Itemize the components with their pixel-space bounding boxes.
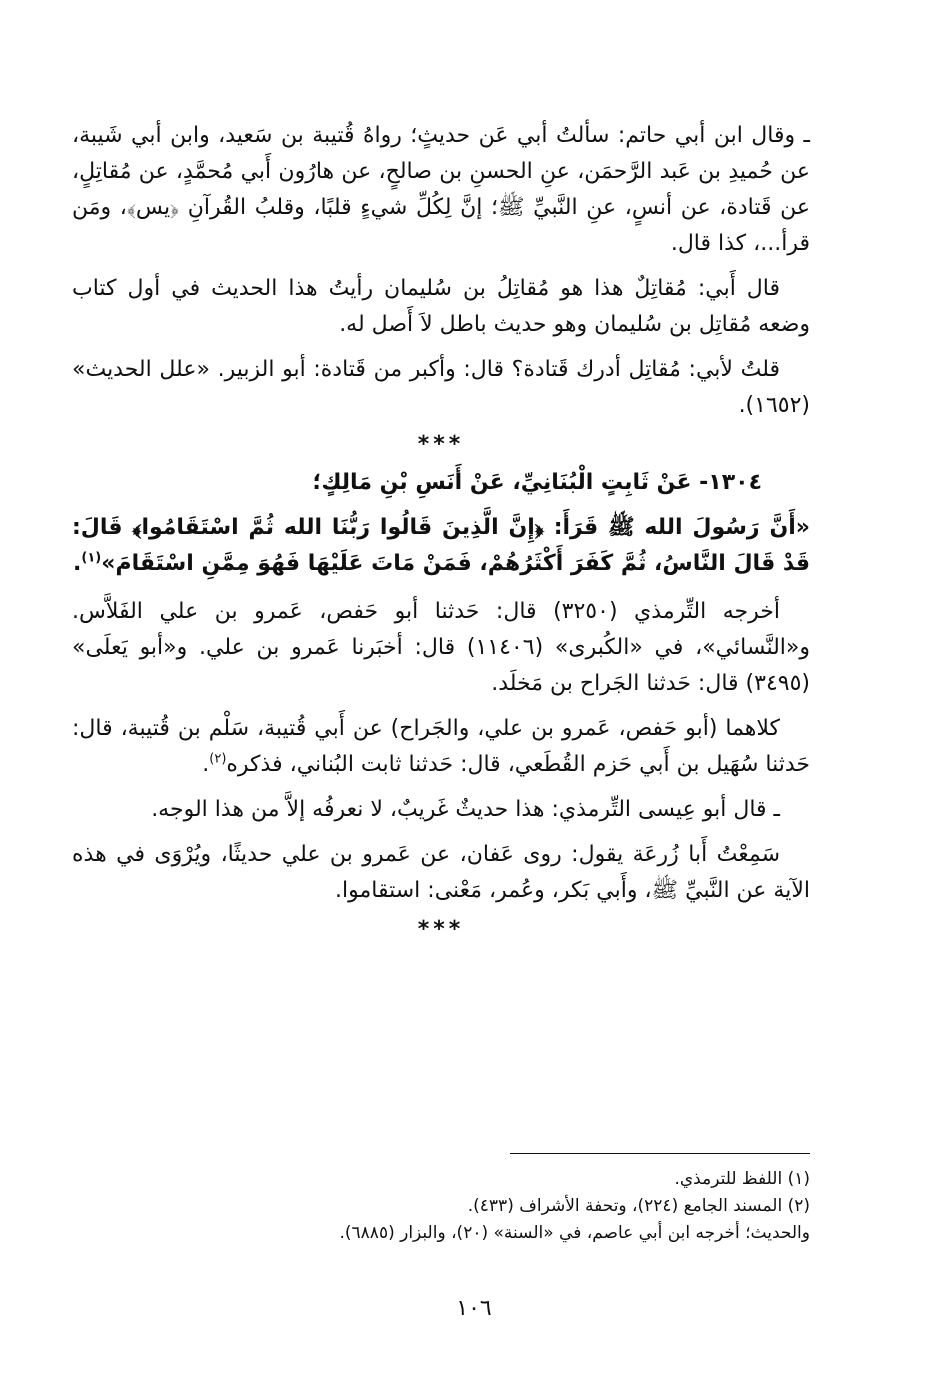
- hadith-text: «أَنَّ رَسُولَ الله ﷺ قَرَأَ: ﴿إِنَّ الَّذِينَ قَالُوا رَبُّنَا الله ثُمَّ اسْتَقَامُوا﴾ قَالَ: قَدْ قَالَ النَّاسُ، ثُمَّ كَفَرَ أَكْثَرُهُمْ، فَمَنْ مَاتَ عَلَيْهَا فَهُوَ مِمَّنِ اسْتَقَامَ»$^{(١)}$.: [72, 515, 810, 576]
- takhrij-paragraph-2: كلاهما (أبو حَفص، عَمرو بن علي، والجَراح) عن أَبي قُتيبة، سَلْم بن قُتيبة، قال: حَدثنا سُهَيل بن أَبي حَزم القُطَعي، قال: حَدثنا ثابت البُناني، فذكره$^{(٢)}$.: [72, 716, 810, 777]
- takhrij-paragraph-1: أخرجه التِّرمذي (٣٢٥٠) قال: حَدثنا أبو حَفص، عَمرو بن علي الفَلاَّس. و«النَّسائي»، في «الكُبرى» (١١٤٠٦) قال: أخبَرنا عَمرو بن علي. و«أبو يَعلَى» (٣٤٩٥) قال: حَدثنا الجَراح بن مَخلَد.: [72, 599, 811, 696]
- footnotes: [72, 1166, 810, 1247]
- takhrij-paragraph-2-text: كلاهما (أبو حَفص، عَمرو بن علي، والجَراح) عن أَبي قُتيبة، سَلْم بن قُتيبة، قال: حَدثنا سُهَيل بن أَبي حَزم القُطَعي، قال: حَدثنا ثابت البُناني، فذكره: [72, 716, 810, 777]
- main-text: [72, 118, 810, 942]
- footnote-2-continuation: والحديث؛ أخرجه ابن أبي عاصم، في «السنة» (٢٠)، والبزار (٦٨٨٥).: [339, 1223, 810, 1243]
- tirmidhi-comment: ـ قال أبو عِيسى التِّرمذي: هذا حديثٌ غَريبٌ، لا نعرفُه إلاَّ من هذا الوجه.: [151, 797, 780, 822]
- page-number: ١٠٦: [456, 1296, 492, 1321]
- section-separator: ***: [417, 432, 465, 457]
- abu-zura-comment: سَمِعْتُ أَبا زُرعَة يقول: روى عَفان، عن عَمرو بن علي حديثًا، ويُرْوَى في هذه الآية عن النَّبيِّ ﷺ، وأَبي بَكر، وعُمر، مَعْنى: استقاموا.: [72, 842, 810, 903]
- paragraph-ilal-reference: قلتُ لأبي: مُقاتِل أدرك قَتادة؟ قال: وأكبر من قَتادة: أبو الزبير. «علل الحديث» (١٦٥٢).: [72, 357, 810, 418]
- footnote-ref-2[interactable]: (٢): [209, 751, 227, 767]
- footnote-1: (١) اللفظ للترمذي.: [674, 1169, 810, 1189]
- footnote-divider: [510, 1153, 810, 1154]
- footnote-2: (٢) المسند الجامع (٢٢٤)، وتحفة الأشراف (٤٣٣).: [467, 1196, 810, 1216]
- hadith-text-body: «أَنَّ رَسُولَ الله ﷺ قَرَأَ: ﴿إِنَّ الَّذِينَ قَالُوا رَبُّنَا الله ثُمَّ اسْتَقَامُوا﴾ قَالَ: قَدْ قَالَ النَّاسُ، ثُمَّ كَفَرَ أَكْثَرُهُمْ، فَمَنْ مَاتَ عَلَيْهَا فَهُوَ مِمَّنِ اسْتَقَامَ»: [72, 515, 810, 576]
- paragraph-ibn-abi-hatim: ـ وقال ابن أبي حاتم: سألتُ أبي عَن حديثٍ؛ رواهُ قُتيبة بن سَعيد، وابن أبي شَيبة، عن حُميدِ بن عَبد الرَّحمَن، عنِ الحسنِ بن صالحٍ، عن هارُون أَبي مُحمَّدٍ، عن مُقاتِلٍ، عن قَتادة، عن أنسٍ، عنِ النَّبيِّ ﷺ؛ إنَّ لِكُلِّ شيءٍ قلبًا، وقلبُ القُرآنِ ﴿يس﴾، ومَن قرأ...، كذا قال.: [72, 123, 810, 256]
- paragraph-abi-comment: قال أَبي: مُقاتِلٌ هذا هو مُقاتِلُ بن سُليمان رأيتُ هذا الحديث في أول كتاب وضعه مُقاتِل بن سُليمان وهو حديث باطل لاَ أَصل له.: [72, 276, 810, 337]
- footnote-ref-1[interactable]: (١): [81, 550, 102, 566]
- section-separator-end: ***: [417, 917, 465, 942]
- hadith-heading: ١٣٠٤- عَنْ ثَابِتٍ الْبُنَانِيِّ، عَنْ أَنَسِ بْنِ مَالِكٍ؛: [312, 470, 762, 495]
